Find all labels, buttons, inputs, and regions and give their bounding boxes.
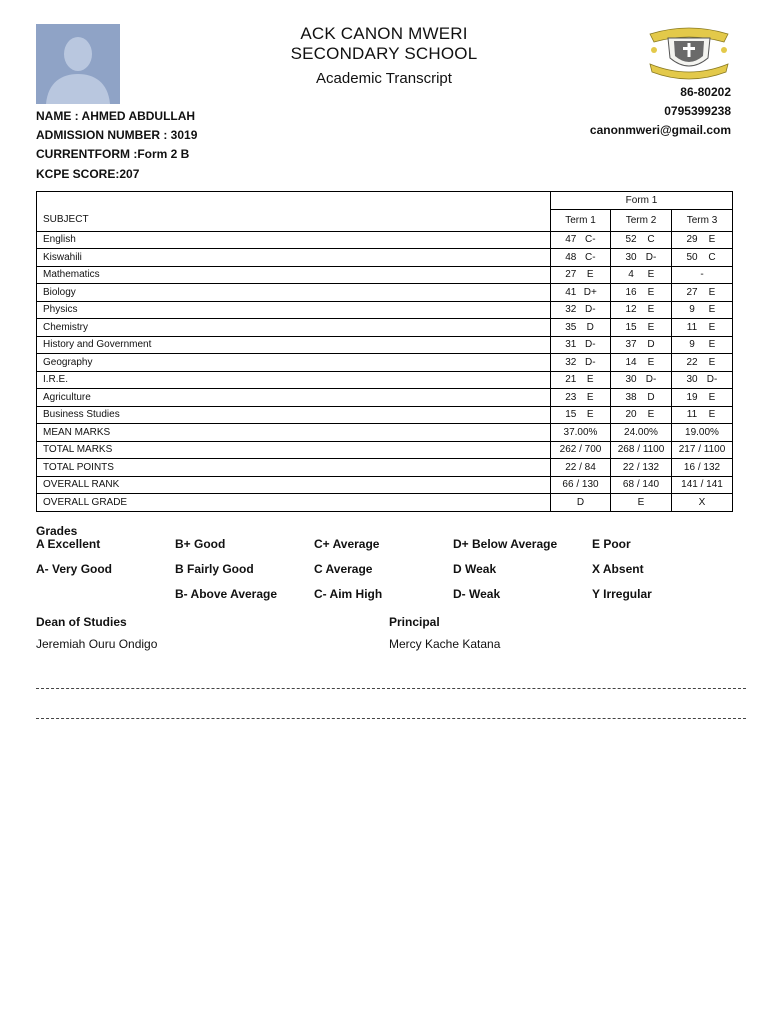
summary-label: MEAN MARKS bbox=[37, 424, 551, 442]
summary-label: TOTAL MARKS bbox=[37, 441, 551, 459]
summary-label: TOTAL POINTS bbox=[37, 459, 551, 477]
term-score-cell bbox=[672, 266, 733, 284]
table-row bbox=[37, 406, 733, 424]
signature-line bbox=[36, 688, 746, 689]
score-value: 35 bbox=[565, 321, 577, 333]
grade-value: D- bbox=[645, 374, 657, 386]
term-score-cell bbox=[551, 389, 611, 407]
term-score-cell bbox=[611, 319, 672, 337]
term-score-cell bbox=[672, 231, 733, 249]
subject-name: History and Government bbox=[37, 336, 551, 354]
summary-label: OVERALL RANK bbox=[37, 476, 551, 494]
summary-value: 268 / 1100 bbox=[611, 441, 672, 459]
term-score-cell bbox=[551, 371, 611, 389]
score-value: 11 bbox=[686, 321, 698, 333]
results-body bbox=[37, 231, 733, 511]
term-score-cell bbox=[551, 266, 611, 284]
grade-value: E bbox=[708, 391, 716, 403]
grade-key: Y Irregular bbox=[592, 587, 652, 601]
score-value: 38 bbox=[625, 391, 637, 403]
score-value: 47 bbox=[565, 234, 577, 246]
grade-value: E bbox=[586, 391, 594, 403]
grade-key: C Average bbox=[314, 562, 373, 576]
term-score-cell bbox=[551, 319, 611, 337]
document-title: Academic Transcript bbox=[316, 70, 452, 87]
term-score-cell bbox=[551, 336, 611, 354]
table-row bbox=[37, 354, 733, 372]
summary-value: 22 / 84 bbox=[551, 459, 611, 477]
score-value: 30 bbox=[625, 251, 637, 263]
grade-value: E bbox=[647, 356, 655, 368]
term-score-cell bbox=[672, 319, 733, 337]
grade-key: B- Above Average bbox=[175, 587, 278, 601]
school-name-line2: SECONDARY SCHOOL bbox=[290, 44, 478, 63]
subject-name: Chemistry bbox=[37, 319, 551, 337]
summary-value: D bbox=[551, 494, 611, 512]
grade-value: E bbox=[708, 286, 716, 298]
term-score-cell bbox=[611, 406, 672, 424]
summary-value: 24.00% bbox=[611, 424, 672, 442]
grade-value: E bbox=[647, 321, 655, 333]
grade-value: D bbox=[647, 339, 655, 351]
grade-key: D- Weak bbox=[453, 587, 501, 601]
score-value: 27 bbox=[565, 269, 577, 281]
score-value: 27 bbox=[686, 286, 698, 298]
grade-key: B+ Good bbox=[175, 537, 226, 551]
school-address: 86-80202 bbox=[680, 85, 731, 99]
term-score-cell bbox=[611, 284, 672, 302]
grade-value: D- bbox=[584, 339, 596, 351]
admission-number: ADMISSION NUMBER : 3019 bbox=[36, 128, 198, 143]
kcpe-score: KCPE SCORE:207 bbox=[36, 166, 140, 181]
term-header: Term 2 bbox=[611, 209, 672, 231]
summary-value: 262 / 700 bbox=[551, 441, 611, 459]
grade-value: E bbox=[708, 409, 716, 421]
grade-key: C+ Average bbox=[314, 537, 380, 551]
subject-name: Mathematics bbox=[37, 266, 551, 284]
student-info bbox=[36, 107, 197, 184]
score-value: 32 bbox=[565, 356, 577, 368]
grade-value: D- bbox=[584, 356, 596, 368]
summary-value: E bbox=[611, 494, 672, 512]
table-row bbox=[37, 336, 733, 354]
subject-name: English bbox=[37, 231, 551, 249]
term-score-cell bbox=[672, 284, 733, 302]
term-score-cell bbox=[611, 389, 672, 407]
table-row bbox=[37, 231, 733, 249]
subject-name: Business Studies bbox=[37, 406, 551, 424]
grade-value: C- bbox=[584, 251, 596, 263]
summary-value: 16 / 132 bbox=[672, 459, 733, 477]
term-score-cell bbox=[672, 406, 733, 424]
summary-value: 141 / 141 bbox=[672, 476, 733, 494]
school-phone: 0795399238 bbox=[664, 104, 731, 118]
principal-label: Principal bbox=[389, 615, 440, 629]
grade-value: E bbox=[586, 409, 594, 421]
score-value: 48 bbox=[565, 251, 577, 263]
score-value: 11 bbox=[686, 409, 698, 421]
term-score-cell bbox=[672, 354, 733, 372]
subject-header: SUBJECT bbox=[37, 192, 551, 232]
term-score-cell bbox=[551, 231, 611, 249]
grade-key: B Fairly Good bbox=[175, 562, 254, 576]
term-score-cell bbox=[672, 301, 733, 319]
grade-value: E bbox=[586, 374, 594, 386]
current-form: CURRENTFORM :Form 2 B bbox=[36, 147, 190, 162]
grade-value: E bbox=[708, 339, 716, 351]
score-value: 30 bbox=[686, 374, 698, 386]
grade-key: A- Very Good bbox=[36, 562, 113, 576]
score-value: 14 bbox=[625, 356, 637, 368]
avatar-silhouette-icon bbox=[36, 24, 120, 104]
term-score-cell bbox=[611, 371, 672, 389]
summary-value: 68 / 140 bbox=[611, 476, 672, 494]
term-header: Term 3 bbox=[672, 209, 733, 231]
subject-name: I.R.E. bbox=[37, 371, 551, 389]
grade-key: D+ Below Average bbox=[453, 537, 558, 551]
school-name-line1: ACK CANON MWERI bbox=[300, 24, 468, 43]
subject-name: Agriculture bbox=[37, 389, 551, 407]
summary-value: 22 / 132 bbox=[611, 459, 672, 477]
summary-row bbox=[37, 424, 733, 442]
grade-value: E bbox=[708, 304, 716, 316]
score-value: 32 bbox=[565, 304, 577, 316]
grade-key: C- Aim High bbox=[314, 587, 383, 601]
term-score-cell bbox=[611, 231, 672, 249]
results-table bbox=[36, 191, 733, 512]
term-score-cell bbox=[611, 266, 672, 284]
grade-value: D bbox=[586, 321, 594, 333]
table-row bbox=[37, 319, 733, 337]
term-score-cell bbox=[672, 249, 733, 267]
score-value: 12 bbox=[625, 304, 637, 316]
score-value: 19 bbox=[686, 391, 698, 403]
term-score-cell bbox=[551, 284, 611, 302]
grade-key: D Weak bbox=[453, 562, 497, 576]
term-score-cell bbox=[611, 249, 672, 267]
grade-value: E bbox=[708, 234, 716, 246]
term-score-cell bbox=[551, 301, 611, 319]
summary-row bbox=[37, 476, 733, 494]
term-score-cell bbox=[672, 336, 733, 354]
grade-value: E bbox=[708, 321, 716, 333]
term-score-cell bbox=[551, 406, 611, 424]
subject-name: Biology bbox=[37, 284, 551, 302]
subject-name: Geography bbox=[37, 354, 551, 372]
score-value: 31 bbox=[565, 339, 577, 351]
term-score-cell bbox=[611, 354, 672, 372]
term-score-cell bbox=[551, 249, 611, 267]
grade-value: E bbox=[647, 286, 655, 298]
grade-value: C bbox=[708, 251, 716, 263]
summary-value: 66 / 130 bbox=[551, 476, 611, 494]
score-value: 30 bbox=[625, 374, 637, 386]
grade-key: E Poor bbox=[592, 537, 631, 551]
score-value: 20 bbox=[625, 409, 637, 421]
grade-value: D- bbox=[584, 304, 596, 316]
score-value: 50 bbox=[686, 251, 698, 263]
grade-value: E bbox=[708, 356, 716, 368]
term-score-cell bbox=[551, 354, 611, 372]
summary-label: OVERALL GRADE bbox=[37, 494, 551, 512]
term-score-cell bbox=[672, 371, 733, 389]
school-contact bbox=[590, 83, 731, 140]
signature-line bbox=[36, 718, 746, 719]
score-value: 22 bbox=[686, 356, 698, 368]
summary-row bbox=[37, 494, 733, 512]
grade-value: C bbox=[647, 234, 655, 246]
score-value: - bbox=[700, 269, 704, 281]
grade-key: X Absent bbox=[592, 562, 644, 576]
school-crest-icon bbox=[646, 24, 732, 80]
school-header bbox=[184, 24, 584, 87]
table-row bbox=[37, 389, 733, 407]
term-score-cell bbox=[611, 301, 672, 319]
grade-value: D+ bbox=[583, 286, 597, 298]
summary-value: 37.00% bbox=[551, 424, 611, 442]
form-header: Form 1 bbox=[551, 192, 733, 210]
score-value: 15 bbox=[625, 321, 637, 333]
term-score-cell bbox=[611, 336, 672, 354]
summary-value: 19.00% bbox=[672, 424, 733, 442]
grades-title: Grades bbox=[36, 524, 78, 538]
score-value: 41 bbox=[565, 286, 577, 298]
score-value: 37 bbox=[625, 339, 637, 351]
score-value: 29 bbox=[686, 234, 698, 246]
score-value: 23 bbox=[565, 391, 577, 403]
school-email: canonmweri@gmail.com bbox=[589, 123, 731, 137]
grade-value: E bbox=[647, 269, 655, 281]
table-row bbox=[37, 266, 733, 284]
term-score-cell bbox=[672, 389, 733, 407]
grade-value: E bbox=[647, 304, 655, 316]
grade-value: D- bbox=[706, 374, 718, 386]
table-row bbox=[37, 371, 733, 389]
summary-row bbox=[37, 459, 733, 477]
score-value: 16 bbox=[625, 286, 637, 298]
subject-name: Physics bbox=[37, 301, 551, 319]
summary-row bbox=[37, 441, 733, 459]
principal-name: Mercy Kache Katana bbox=[389, 637, 501, 651]
score-value: 15 bbox=[565, 409, 577, 421]
student-name: NAME : AHMED ABDULLAH bbox=[36, 109, 196, 123]
term-header: Term 1 bbox=[551, 209, 611, 231]
dean-name: Jeremiah Ouru Ondigo bbox=[36, 637, 158, 651]
grade-value: E bbox=[586, 269, 594, 281]
score-value: 21 bbox=[565, 374, 577, 386]
score-value: 4 bbox=[628, 269, 634, 281]
score-value: 9 bbox=[689, 304, 695, 316]
student-photo bbox=[36, 24, 120, 104]
grade-value: E bbox=[647, 409, 655, 421]
grade-key: A Excellent bbox=[36, 537, 101, 551]
subject-name: Kiswahili bbox=[37, 249, 551, 267]
score-value: 52 bbox=[625, 234, 637, 246]
table-row bbox=[37, 249, 733, 267]
grade-value: D- bbox=[645, 251, 657, 263]
table-row bbox=[37, 301, 733, 319]
score-value: 9 bbox=[689, 339, 695, 351]
table-row bbox=[37, 284, 733, 302]
summary-value: 217 / 1100 bbox=[672, 441, 733, 459]
grade-value: D bbox=[647, 391, 655, 403]
grade-value: C- bbox=[584, 234, 596, 246]
dean-label: Dean of Studies bbox=[36, 615, 127, 629]
summary-value: X bbox=[672, 494, 733, 512]
